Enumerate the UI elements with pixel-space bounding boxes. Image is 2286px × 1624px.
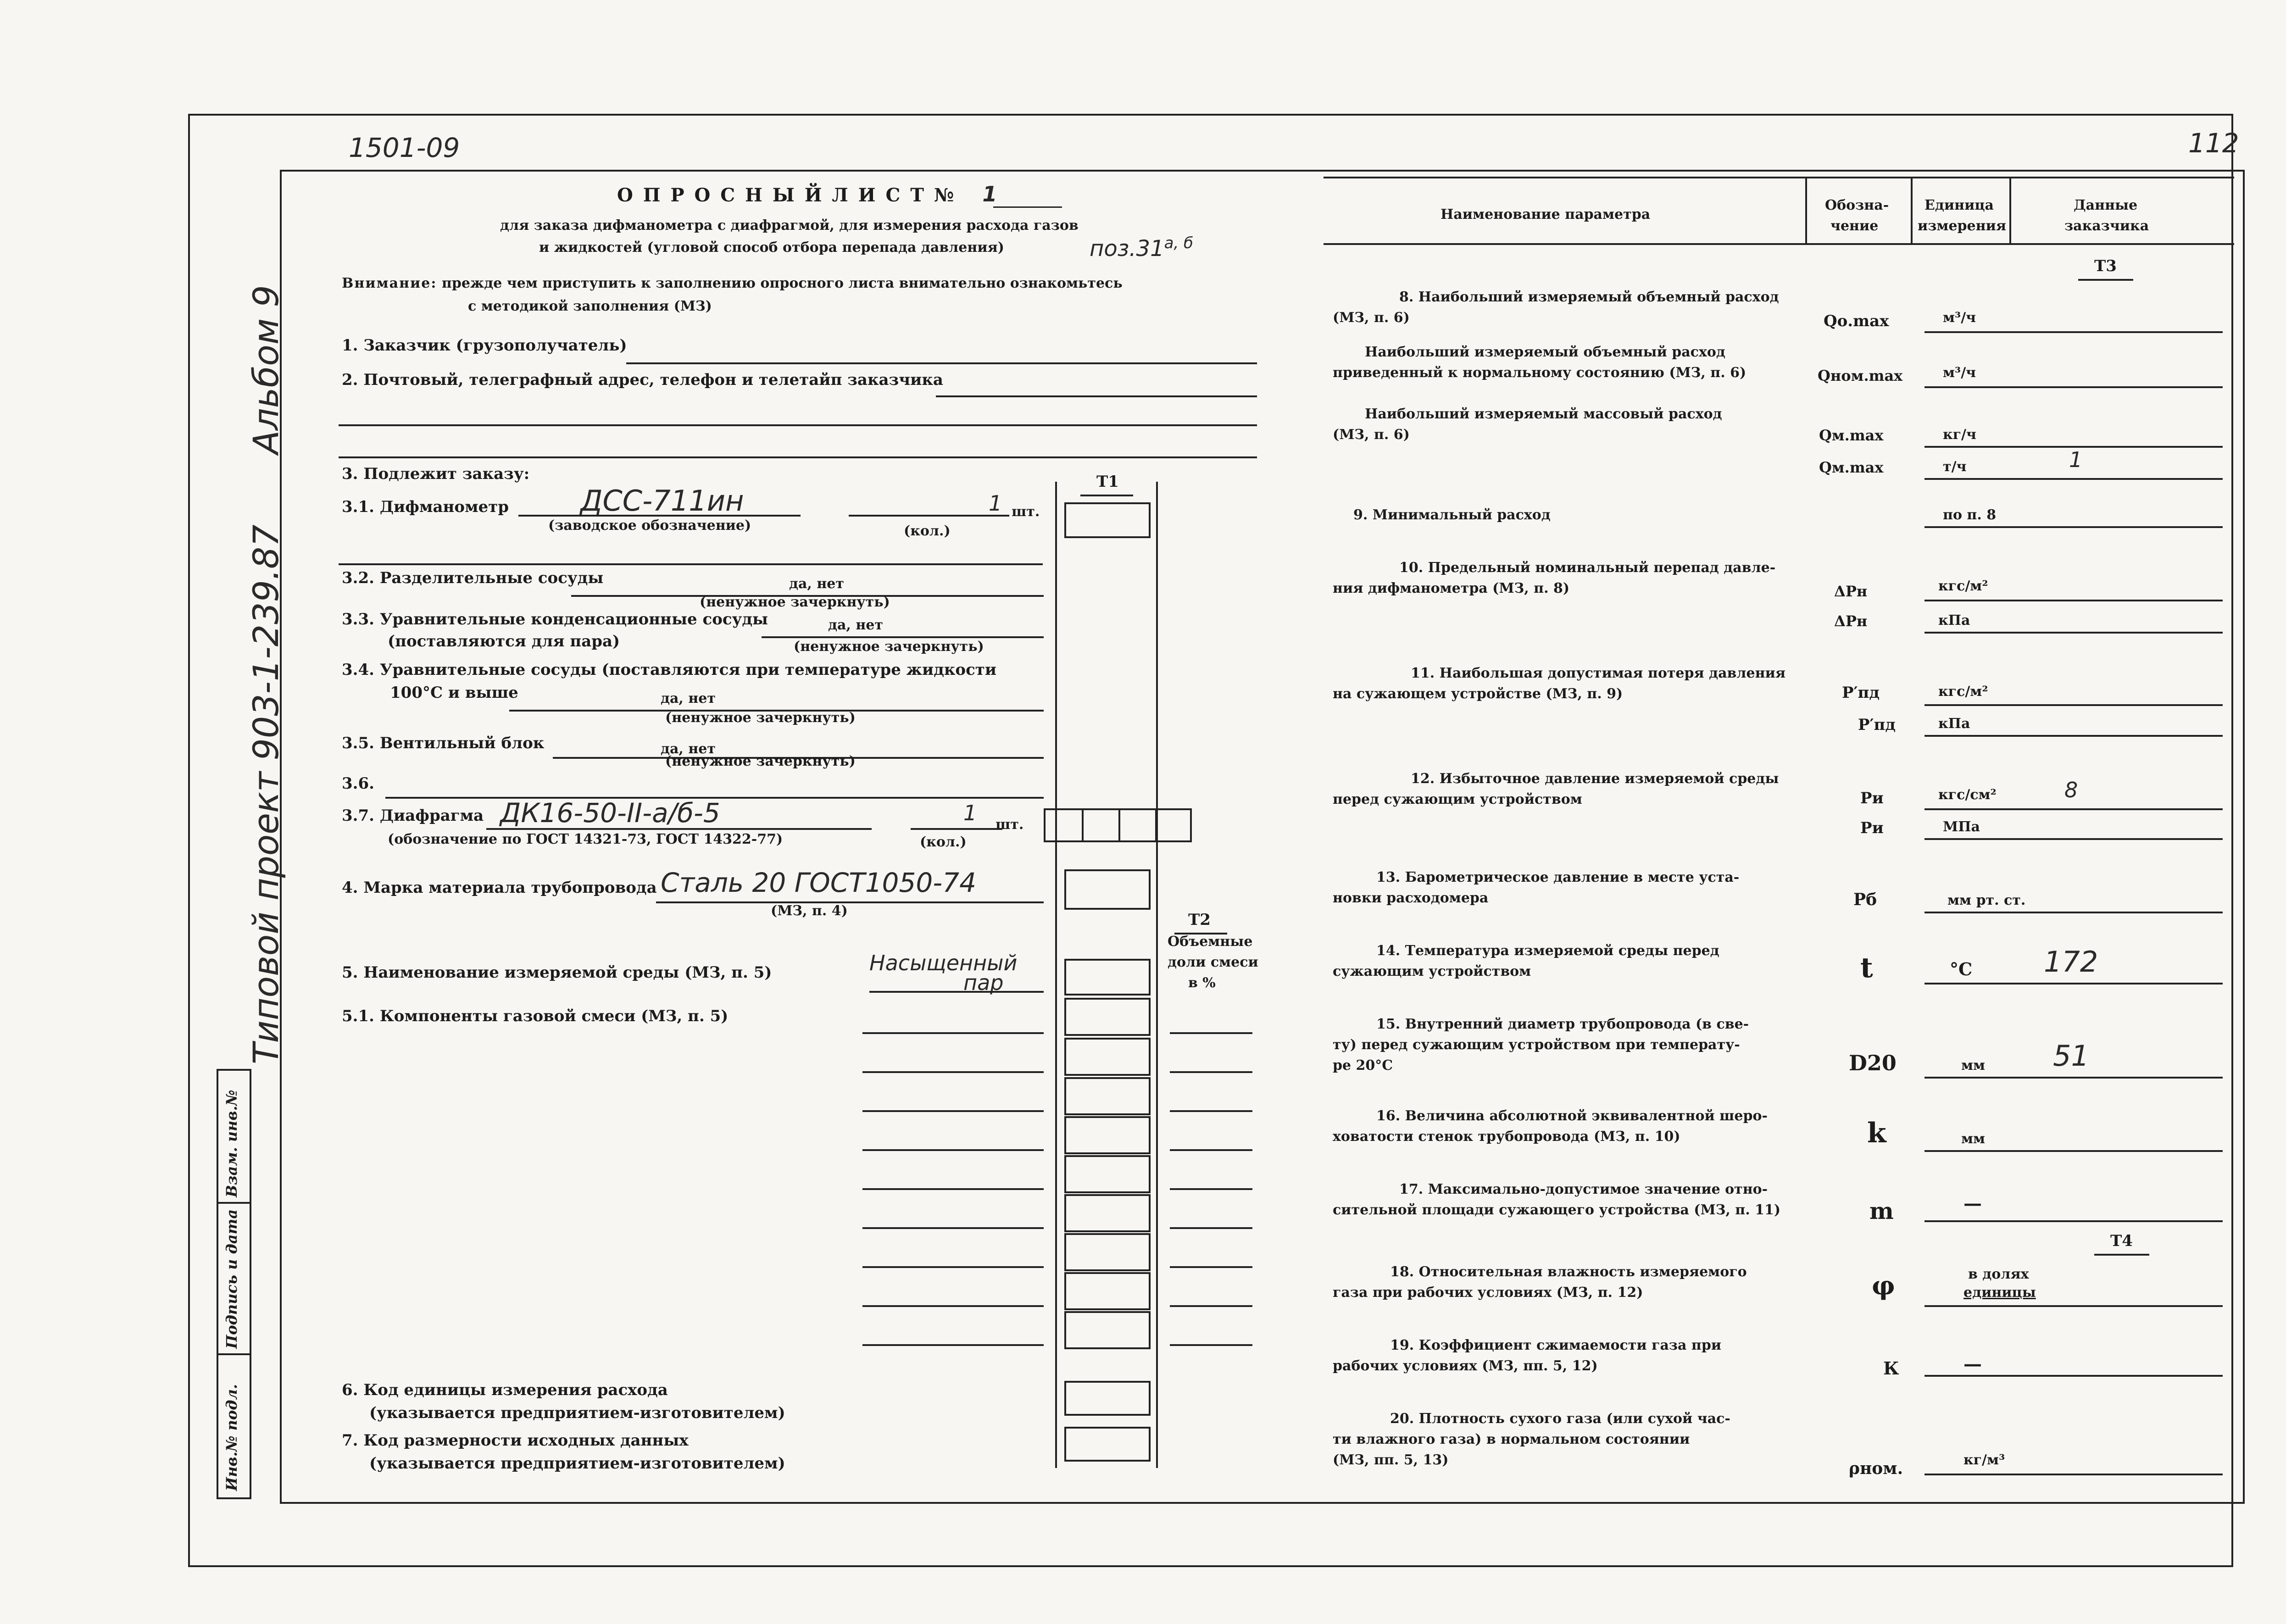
r15-sym: D20 — [1849, 1051, 1897, 1075]
r10-line-1[interactable] — [1924, 600, 2223, 601]
t2-line[interactable] — [1170, 1344, 1252, 1346]
r13-sym: Рб — [1853, 890, 1877, 909]
r20-unit: кг/м³ — [1963, 1452, 2005, 1468]
t1-box-component[interactable] — [1064, 1155, 1151, 1193]
r8g-unit: т/ч — [1943, 459, 1967, 475]
r9-line[interactable] — [1924, 526, 2223, 528]
component-line[interactable] — [862, 1227, 1044, 1229]
r11-line-2[interactable] — [1924, 735, 2223, 737]
r12-text-1: 12. Избыточное давление измеряемой среды — [1411, 771, 1779, 787]
col-sep-3 — [2009, 177, 2011, 243]
q51-label: 5.1. Компоненты газовой смеси (МЗ, п. 5) — [342, 1007, 729, 1025]
q33-sub-label: (поставляются для пара) — [388, 632, 620, 651]
r16-text-1: 16. Величина абсолютной эквивалентной шеро- — [1376, 1108, 1768, 1124]
r11-text-2: на сужающем устройстве (МЗ, п. 9) — [1333, 686, 1623, 702]
r17-text-1: 17. Максимально-допустимое значение отно- — [1399, 1181, 1768, 1197]
t1-box-div — [1155, 808, 1157, 840]
col-unit-header-1: Единица — [1924, 197, 1994, 213]
q31-sub: (заводское обозначение) — [548, 517, 751, 534]
col-sym-header-2: чение — [1830, 218, 1879, 234]
t1-box-component[interactable] — [1064, 1311, 1151, 1349]
t2-line[interactable] — [1170, 1110, 1252, 1112]
q1-line[interactable] — [626, 362, 1257, 364]
r15-text-3: ре 20°С — [1333, 1057, 1393, 1073]
t2-sub-1: Объемные — [1168, 934, 1253, 950]
r13-line[interactable] — [1924, 912, 2223, 913]
q32-label: 3.2. Разделительные сосуды — [342, 569, 604, 587]
r10-text-2: ния дифманометра (МЗ, п. 8) — [1333, 580, 1570, 596]
r12-unit-1: кгс/см² — [1938, 787, 1997, 803]
t1-box-component[interactable] — [1064, 1077, 1151, 1115]
t4-underline — [2094, 1254, 2149, 1256]
r16-line[interactable] — [1924, 1150, 2223, 1152]
r8f-unit: кг/ч — [1943, 427, 1976, 443]
t1-box-component[interactable] — [1064, 1272, 1151, 1310]
r17-sym: m — [1869, 1197, 1894, 1224]
t2-sub-2: доли смеси — [1168, 954, 1258, 970]
r8e-text-1: Наибольший измеряемый массовый расход — [1365, 406, 1722, 422]
t1-box-component[interactable] — [1064, 1194, 1151, 1232]
r12-unit-2: МПа — [1943, 819, 1980, 835]
r17-line[interactable] — [1924, 1220, 2223, 1222]
q34-label: 3.4. Уравнительные сосуды (поставляются при температуре жидкости — [342, 661, 997, 679]
col-data-header-2: заказчика — [2064, 218, 2149, 234]
q33-line — [762, 636, 1044, 638]
q6-sub: (указывается предприятием-изготовителем) — [369, 1404, 785, 1422]
t1-box-medium[interactable] — [1064, 959, 1151, 996]
r15-value[interactable]: 51 — [2053, 1039, 2089, 1073]
t2-line[interactable] — [1170, 1071, 1252, 1073]
r8g-sym: Qм.max — [1819, 459, 1884, 476]
r19-sym: К — [1883, 1358, 1899, 1379]
t1-box-code-unit[interactable] — [1064, 1381, 1151, 1416]
r13-unit: мм рт. ст. — [1947, 892, 2026, 908]
r15-text-1: 15. Внутренний диаметр трубопровода (в све- — [1376, 1016, 1749, 1032]
form-title-text: О П Р О С Н Ы Й Л И С Т № — [617, 184, 956, 206]
r8d-sym: Qном.max — [1818, 367, 1903, 384]
component-line[interactable] — [862, 1266, 1044, 1268]
r19-unit: — — [1963, 1353, 1982, 1375]
col-unit-header-2: измерения — [1918, 218, 2006, 234]
r10-line-2[interactable] — [1924, 632, 2223, 634]
pos-note-text: поз.31 — [1090, 236, 1164, 261]
t1-box-code-dim[interactable] — [1064, 1427, 1151, 1462]
r20-line[interactable] — [1924, 1474, 2223, 1475]
r12-line-2[interactable] — [1924, 838, 2223, 840]
r8g-value[interactable]: 1 — [2069, 447, 2083, 472]
r14-value[interactable]: 172 — [2044, 945, 2098, 979]
component-line[interactable] — [862, 1188, 1044, 1190]
r18-line[interactable] — [1924, 1305, 2223, 1307]
r9-text: 9. Минимальный расход — [1353, 507, 1551, 523]
t1-box-diaphragm[interactable] — [1044, 808, 1192, 842]
q37-kol: (кол.) — [920, 834, 967, 850]
r14-text-1: 14. Температура измеряемой среды перед — [1376, 943, 1719, 959]
r11-sym-2: Р′пд — [1858, 716, 1896, 734]
r12-text-2: перед сужающим устройством — [1333, 791, 1582, 807]
q3-label: 3. Подлежит заказу: — [342, 465, 530, 483]
q34-sub: (ненужное зачеркнуть) — [665, 710, 856, 726]
attention — [342, 275, 1123, 291]
r10-sym-1: ΔРн — [1834, 583, 1868, 600]
r8-line[interactable] — [1924, 331, 2223, 333]
r14-unit: °С — [1950, 959, 1973, 979]
q4-sub: (МЗ, п. 4) — [771, 903, 848, 919]
q33-label: 3.3. Уравнительные конденсационные сосуды — [342, 610, 768, 628]
t1-box-div — [1118, 808, 1120, 840]
t1-box-component[interactable] — [1064, 1233, 1151, 1271]
r15-text-2: ту) перед сужающим устройством при температу- — [1333, 1037, 1740, 1053]
pos-note-sup: а, б — [1164, 234, 1194, 252]
r15-line[interactable] — [1924, 1077, 2223, 1079]
q34-opts: да, нет — [661, 690, 716, 706]
r18-sym: φ — [1872, 1271, 1895, 1301]
q32-sub: (ненужное зачеркнуть) — [700, 594, 890, 610]
subtitle-1: для заказа дифманометра с диафрагмой, для измерения расхода газов — [500, 217, 1079, 234]
r19-line[interactable] — [1924, 1375, 2223, 1377]
r14-text-2: сужающим устройством — [1333, 963, 1531, 979]
q31-unit: шт. — [1012, 504, 1040, 520]
col-sep-1 — [1805, 177, 1807, 243]
r12-sym-1: Ри — [1860, 789, 1884, 807]
r8d-unit: м³/ч — [1943, 365, 1976, 381]
form-number: 1 — [982, 182, 999, 206]
r18-text-1: 18. Относительная влажность измеряемого — [1390, 1264, 1747, 1280]
t1-col-right — [1156, 482, 1158, 1468]
q4-line — [656, 901, 1044, 903]
q2-label: 2. Почтовый, телеграфный адрес, телефон и телетайп заказчика — [342, 371, 943, 389]
q37-line — [486, 828, 872, 830]
stamp-sign: Подпись и дата — [223, 1209, 240, 1349]
t3-underline — [2078, 279, 2133, 281]
q31-value[interactable]: ДСС-711ин — [580, 484, 744, 517]
q37-qty-line — [911, 828, 1002, 830]
q5-line — [869, 991, 1044, 993]
r8e-text-2: (МЗ, п. 6) — [1333, 427, 1410, 443]
r17-text-2: сительной площади сужающего устройства (МЗ, п. 11) — [1333, 1202, 1781, 1218]
q36-label: 3.6. — [342, 774, 374, 793]
r10-text-1: 10. Предельный номинальный перепад давле- — [1399, 560, 1776, 576]
q35-opts: да, нет — [661, 741, 716, 757]
r20-text-3: (МЗ, пп. 5, 13) — [1333, 1452, 1449, 1468]
t1-box-div — [1082, 808, 1084, 840]
r16-sym: k — [1867, 1117, 1886, 1149]
q6-label: 6. Код единицы измерения расхода — [342, 1381, 668, 1399]
t1-box-component[interactable] — [1064, 1116, 1151, 1154]
form-number-line — [993, 206, 1062, 208]
t2-line[interactable] — [1170, 1188, 1252, 1190]
q35-label: 3.5. Вентильный блок — [342, 734, 545, 752]
q7-sub: (указывается предприятием-изготовителем) — [369, 1454, 785, 1473]
q5-value-1[interactable]: Насыщенный — [869, 951, 1018, 975]
r13-text-2: новки расходомера — [1333, 890, 1489, 906]
r18-unit-2: единицы — [1963, 1285, 2036, 1301]
pos-note — [1090, 234, 1193, 261]
r20-sym: ρном. — [1849, 1459, 1903, 1478]
q34-sub-label: 100°С и выше — [390, 684, 518, 702]
r19-text-2: рабочих условиях (МЗ, пп. 5, 12) — [1333, 1358, 1598, 1374]
r14-sym: t — [1860, 952, 1873, 984]
col-sym-header-1: Обозна- — [1825, 197, 1889, 213]
q4-value[interactable]: Сталь 20 ГОСТ1050-74 — [661, 867, 976, 898]
r13-text-1: 13. Барометрическое давление в месте уста- — [1376, 869, 1740, 885]
q35-sub: (ненужное зачеркнуть) — [665, 753, 856, 769]
q33-opts: да, нет — [828, 617, 883, 633]
component-line[interactable] — [862, 1344, 1044, 1346]
q7-label: 7. Код размерности исходных данных — [342, 1431, 689, 1450]
r20-text-2: ти влажного газа) в нормальном состоянии — [1333, 1431, 1690, 1447]
r10-unit-1: кгс/м² — [1938, 578, 1988, 594]
stamp-vzam: Взам. инв.№ — [223, 1090, 240, 1197]
r11-line-1[interactable] — [1924, 704, 2223, 706]
q5-label: 5. Наименование измеряемой среды (МЗ, п. 5) — [342, 963, 772, 982]
r10-unit-2: кПа — [1938, 612, 1970, 628]
r10-sym-2: ΔРн — [1834, 612, 1868, 630]
component-line[interactable] — [862, 1032, 1044, 1034]
album-label: Альбом 9 — [245, 285, 286, 454]
col-name-header: Наименование параметра — [1441, 206, 1651, 222]
component-line[interactable] — [862, 1071, 1044, 1073]
r11-unit-2: кПа — [1938, 716, 1970, 732]
q37-sub: (обозначение по ГОСТ 14321-73, ГОСТ 14322-77) — [388, 831, 783, 847]
t2-line[interactable] — [1170, 1032, 1252, 1034]
component-line[interactable] — [862, 1305, 1044, 1307]
stamp-divider — [217, 1202, 250, 1204]
project-label: Типовой проект 903-1-239.87 — [245, 524, 286, 1064]
r11-text-1: 11. Наибольшая допустимая потеря давления — [1411, 665, 1785, 681]
r12-line-1[interactable] — [1924, 808, 2223, 810]
r8f-sym: Qм.max — [1819, 427, 1884, 444]
attention-label: Внимание: — [342, 275, 437, 291]
q5-value-2[interactable]: пар — [963, 970, 1004, 995]
r12-value[interactable]: 8 — [2064, 778, 2078, 802]
q37-label: 3.7. Диафрагма — [342, 806, 484, 825]
col-sep-2 — [1911, 177, 1913, 243]
corner-code: 1501-09 — [349, 132, 460, 163]
q1-label: 1. Заказчик (грузополучатель) — [342, 336, 627, 355]
subtitle-2: и жидкостей (угловой способ отбора перепада давления) — [539, 239, 1004, 256]
page-number: 112 — [2188, 128, 2239, 159]
t1-box-component[interactable] — [1064, 998, 1151, 1036]
r8c-text-2: приведенный к нормальному состоянию (МЗ, п. 6) — [1333, 365, 1746, 381]
t1-underline — [1080, 495, 1133, 496]
r11-sym-1: Р′пд — [1842, 684, 1880, 702]
q2-line-2[interactable] — [339, 424, 1257, 426]
r9-unit: по п. 8 — [1943, 507, 1997, 523]
r16-unit: мм — [1961, 1131, 1986, 1147]
r8-sym: Qо.max — [1824, 312, 1889, 330]
t1-box-1[interactable] — [1064, 502, 1151, 538]
r17-unit: — — [1963, 1193, 1982, 1214]
q31-kol: (кол.) — [904, 523, 951, 539]
q2-line[interactable] — [936, 395, 1257, 397]
q31-qty[interactable]: 1 — [989, 491, 1002, 516]
right-header-top — [1324, 177, 2234, 178]
r8g-line[interactable] — [1924, 478, 2223, 480]
r18-unit-1: в долях — [1968, 1266, 2029, 1282]
right-header-bottom — [1324, 243, 2234, 245]
t3-label: Т3 — [2094, 257, 2117, 275]
stamp-inv: Инв.№ подл. — [223, 1384, 240, 1491]
t4-label: Т4 — [2110, 1232, 2133, 1250]
r8-unit: м³/ч — [1943, 310, 1976, 326]
q31-line-2 — [339, 563, 1043, 565]
r8c-text-1: Наибольший измеряемый объемный расход — [1365, 344, 1725, 360]
t2-sub-3: в % — [1188, 975, 1216, 991]
r12-sym-2: Ри — [1860, 819, 1884, 837]
q31-line — [518, 515, 801, 517]
attention-2: с методикой заполнения (МЗ) — [468, 298, 712, 314]
r11-unit-1: кгс/м² — [1938, 684, 1988, 700]
t1-col-left — [1055, 482, 1057, 1468]
component-line[interactable] — [862, 1149, 1044, 1151]
r19-text-1: 19. Коэффициент сжимаемости газа при — [1390, 1337, 1722, 1353]
q31-qty-line — [849, 515, 1009, 517]
r15-unit: мм — [1961, 1057, 1986, 1073]
q31-label: 3.1. Дифманометр — [342, 498, 509, 516]
t2-line[interactable] — [1170, 1305, 1252, 1307]
q37-unit: шт. — [996, 817, 1024, 833]
t2-line[interactable] — [1170, 1266, 1252, 1268]
t1-label: Т1 — [1096, 473, 1119, 491]
stamp-divider — [217, 1353, 250, 1355]
component-line[interactable] — [862, 1110, 1044, 1112]
t1-box-component[interactable] — [1064, 1038, 1151, 1076]
r8d-line[interactable] — [1924, 386, 2223, 388]
r8-text-1: 8. Наибольший измеряемый объемный расход — [1399, 289, 1779, 305]
t2-line[interactable] — [1170, 1227, 1252, 1229]
r18-text-2: газа при рабочих условиях (МЗ, п. 12) — [1333, 1285, 1643, 1301]
q4-label: 4. Марка материала трубопровода — [342, 879, 657, 897]
col-data-header-1: Данные — [2074, 197, 2138, 213]
t2-label: Т2 — [1188, 911, 1211, 929]
q37-value[interactable]: ДК16-50-II-а/б-5 — [500, 797, 720, 829]
r20-text-1: 20. Плотность сухого газа (или сухой час- — [1390, 1411, 1730, 1427]
r8-text-2: (МЗ, п. 6) — [1333, 310, 1410, 326]
r16-text-2: ховатости стенок трубопровода (МЗ, п. 10) — [1333, 1129, 1680, 1145]
q2-line-3[interactable] — [339, 456, 1257, 458]
q32-opts: да, нет — [789, 576, 844, 592]
q37-qty[interactable]: 1 — [963, 801, 977, 825]
attention-text: прежде чем приступить к заполнению опросного листа внимательно ознакомьтесь — [441, 275, 1123, 291]
t2-line[interactable] — [1170, 1149, 1252, 1151]
t1-box-material[interactable] — [1064, 869, 1151, 910]
r14-line[interactable] — [1924, 983, 2223, 984]
form-title — [617, 182, 999, 206]
q33-sub: (ненужное зачеркнуть) — [794, 639, 984, 655]
